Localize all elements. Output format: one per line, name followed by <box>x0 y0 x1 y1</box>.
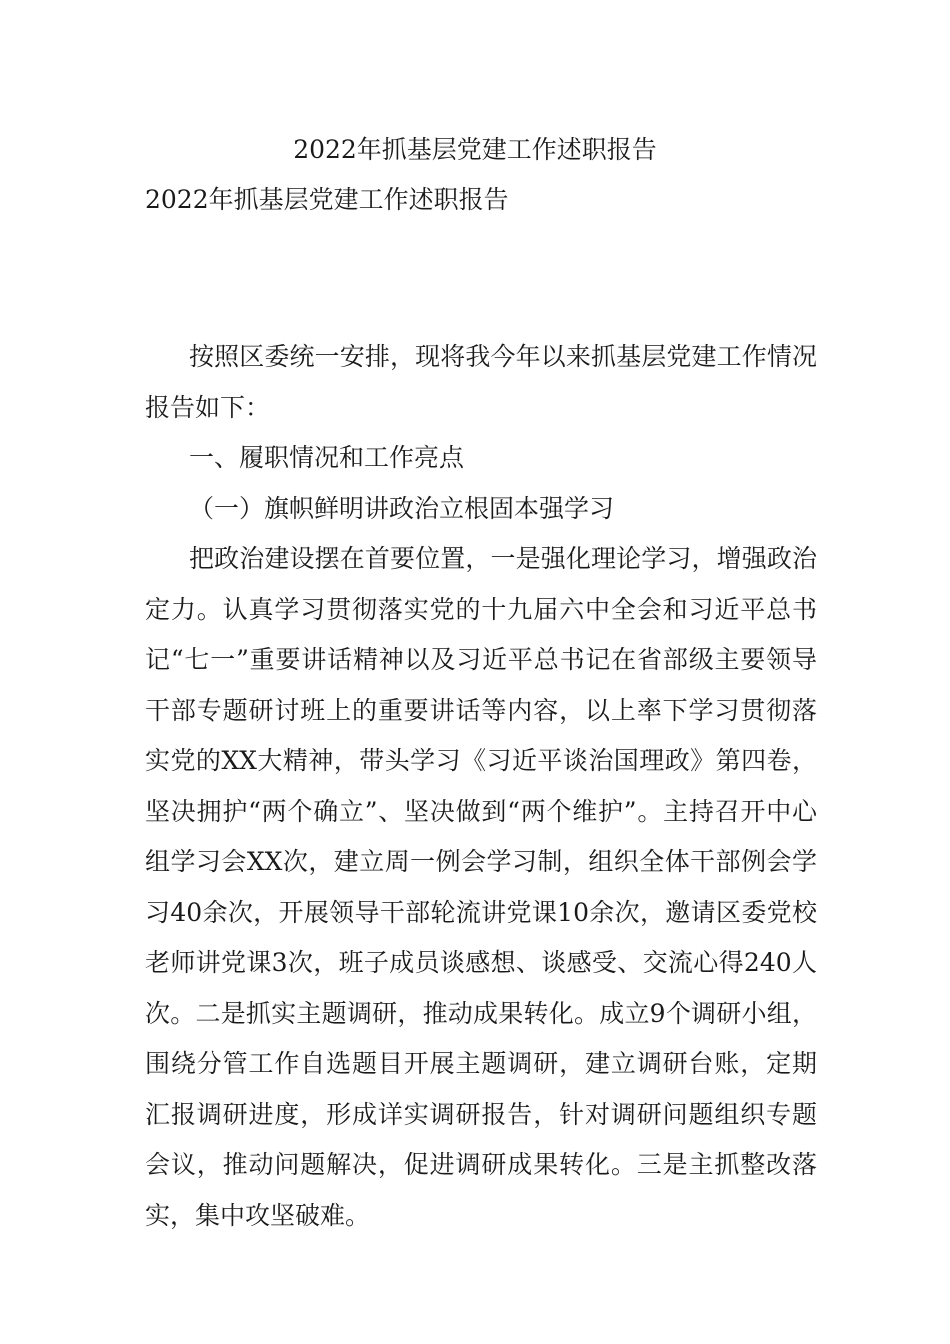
document-subtitle: 2022年抓基层党建工作述职报告 <box>145 185 509 214</box>
intro-paragraph: 按照区委统一安排，现将我今年以来抓基层党建工作情况报告如下： <box>145 342 817 422</box>
document-title: 2022年抓基层党建工作述职报告 <box>293 135 657 164</box>
section-heading: 一、履职情况和工作亮点 <box>189 443 465 472</box>
subsection-heading: （一）旗帜鲜明讲政治立根固本强学习 <box>189 493 615 523</box>
body-paragraph: 把政治建设摆在首要位置，一是强化理论学习，增强政治定力。认真学习贯彻落实党的十九届六中全会和习近平总书记“七一”重要讲话精神以及习近平总书记在省部级主要领导干部专题研讨班上的重要讲话等内容，以上率下学习贯彻落实党的XX大精神，带头学习《习近平谈治国理政》第四卷，坚决拥护“两个确立”、坚决做到“两个维护”。主持召开中心组学习会XX次，建立周一例会学习制，组织全体干部例会学习40余次，开展领导干部轮流讲党课10余次，邀请区委党校老师讲党课3次，班子成员谈感想、谈感受、交流心得240人次。二是抓实主题调研，推动成果转化。成立9个调研小组，围绕分管工作自选题目开展主题调研，建立调研台账，定期汇报调研进度，形成详实调研报告，针对调研问题组织专题会议，推动问题解决，促进调研成果转化。三是主抓整改落实，集中攻坚破难。 <box>145 544 817 1230</box>
document-body <box>145 332 817 1241</box>
